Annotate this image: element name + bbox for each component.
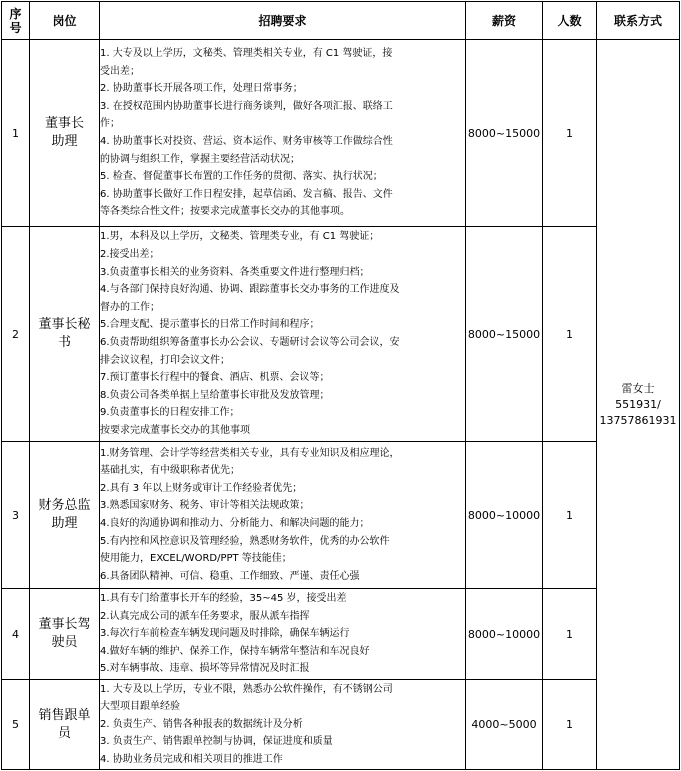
requirement-line: 6.具备团队精神、可信、稳重、工作细致、严谨、责任心强 [100, 570, 360, 582]
contact-info [597, 40, 680, 770]
headcount: 1 [543, 680, 597, 770]
position-name: 董事长 助理 [30, 40, 100, 227]
salary-range: 4000~5000 [466, 680, 543, 770]
salary-range: 8000~15000 [466, 40, 543, 227]
requirement-line: 1. 大专及以上学历，文秘类、管理类相关专业，有 C1 驾驶证，接 [100, 48, 393, 60]
header-salary: 薪资 [466, 2, 543, 40]
header-requirements: 招聘要求 [100, 2, 466, 40]
requirement-line: 受出差； [100, 65, 140, 77]
requirements-cell [100, 40, 466, 227]
contact-mobile: 13757861931 [599, 413, 677, 427]
table-row [2, 227, 680, 442]
requirement-line: 1.具有专门给董事长开车的经验，35~45 岁，接受出差 [100, 593, 347, 605]
requirement-line: 4.与各部门保持良好沟通、协调、跟踪董事长交办事务的工作进度及 [100, 284, 400, 296]
requirement-line: 基础扎实，有中级职称者优先； [100, 465, 240, 477]
table-row [2, 40, 680, 227]
requirement-line: 6. 协助董事长做好工作日程安排，起草信函、发言稿、报告、文件 [100, 188, 393, 200]
requirement-line: 2. 协助董事长开展各项工作，处理日常事务； [100, 83, 303, 95]
position-name: 董事长驾 驶员 [30, 589, 100, 680]
header-count: 人数 [543, 2, 597, 40]
requirement-line: 3.每次行车前检查车辆发现问题及时排除，确保车辆运行 [100, 628, 350, 640]
requirement-line: 2.接受出差； [100, 249, 160, 261]
requirement-line: 2. 负责生产、销售各种报表的数据统计及分析 [100, 718, 303, 730]
requirement-line: 8.负责公司各类单据上呈给董事长审批及发放管理； [100, 389, 330, 401]
row-number: 4 [2, 589, 30, 680]
requirement-line: 3.负责董事长相关的业务资料、各类重要文件进行整理归档； [100, 266, 370, 278]
position-name: 财务总监 助理 [30, 442, 100, 589]
requirement-line: 5.对车辆事故、违章、损坏等异常情况及时汇报 [100, 663, 310, 675]
requirement-line: 按要求完成董事长交办的其他事项 [100, 424, 250, 436]
requirement-line: 督办的工作； [100, 301, 160, 313]
headcount: 1 [543, 40, 597, 227]
headcount: 1 [543, 227, 597, 442]
requirement-line: 2.具有 3 年以上财务或审计工作经验者优先； [100, 482, 303, 494]
requirements-cell [100, 227, 466, 442]
requirement-line: 使用能力，EXCEL/WORD/PPT 等技能佳； [100, 553, 292, 565]
header-no: 序 号 [2, 2, 30, 40]
requirement-line: 2.认真完成公司的派车任务要求，服从派车指挥 [100, 610, 310, 622]
requirement-line: 1. 大专及以上学历，专业不限，熟悉办公软件操作，有不锈钢公司 [100, 683, 393, 695]
headcount: 1 [543, 442, 597, 589]
table-row [2, 589, 680, 680]
position-name: 董事长秘 书 [30, 227, 100, 442]
requirement-line: 5.有内控和风控意识及管理经验，熟悉财务软件，优秀的办公软件 [100, 535, 390, 547]
requirements-cell [100, 589, 466, 680]
requirement-line: 6.负责帮助组织筹备董事长办公会议、专题研讨会议等公司会议，安 [100, 337, 400, 348]
requirement-line: 4.良好的沟通协调和推动力、分析能力、和解决问题的能力； [100, 518, 370, 529]
requirement-line: 大型项目跟单经验 [100, 701, 180, 713]
requirement-line: 作； [100, 118, 120, 130]
requirement-line: 4. 协助董事长对投资、营运、资本运作、财务审核等工作做综合性 [100, 136, 393, 147]
salary-range: 8000~15000 [466, 227, 543, 442]
table-row [2, 680, 680, 770]
header-row [2, 2, 680, 40]
position-name: 销售跟单 员 [30, 680, 100, 770]
requirement-line: 5.合理支配、提示董事长的日常工作时间和程序； [100, 319, 320, 331]
requirement-line: 的协调与组织工作，掌握主要经营活动状况； [100, 153, 300, 165]
requirement-line: 1.财务管理、会计学等经营类相关专业，具有专业知识及相应理论， [100, 447, 400, 459]
requirement-line: 4.做好车辆的维护、保养工作，保持车辆常年整洁和车况良好 [100, 645, 370, 657]
requirement-line: 3. 负责生产、销售跟单控制与协调，保证进度和质量 [100, 736, 333, 748]
requirement-line: 3. 在授权范围内协助董事长进行商务谈判，做好各项汇报、联络工 [100, 100, 393, 112]
requirement-line: 排会议议程，打印会议文件； [100, 354, 230, 366]
table-row [2, 442, 680, 589]
recruitment-table [1, 1, 680, 770]
salary-range: 8000~10000 [466, 442, 543, 589]
headcount: 1 [543, 589, 597, 680]
requirement-line: 4. 协助业务员完成和相关项目的推进工作 [100, 753, 283, 765]
header-contact: 联系方式 [597, 2, 680, 40]
header-position: 岗位 [30, 2, 100, 40]
requirement-line: 3.熟悉国家财务、税务、审计等相关法规政策； [100, 500, 310, 512]
row-number: 5 [2, 680, 30, 770]
contact-name: 雷女士 [621, 381, 655, 395]
requirements-cell [100, 442, 466, 589]
requirements-cell [100, 680, 466, 770]
requirement-line: 5. 检查、督促董事长布置的工作任务的贯彻、落实、执行状况； [100, 171, 383, 183]
row-number: 2 [2, 227, 30, 442]
salary-range: 8000~10000 [466, 589, 543, 680]
requirement-line: 9.负责董事长的日程安排工作； [100, 407, 240, 419]
row-number: 1 [2, 40, 30, 227]
row-number: 3 [2, 442, 30, 589]
contact-phone: 551931/ [615, 397, 661, 411]
requirement-line: 1.男，本科及以上学历，文秘类、管理类专业，有 C1 驾驶证； [100, 231, 380, 243]
requirement-line: 7.预订董事长行程中的餐食、酒店、机票、会议等； [100, 372, 330, 384]
requirement-line: 等各类综合性文件；按要求完成董事长交办的其他事项。 [100, 206, 350, 218]
